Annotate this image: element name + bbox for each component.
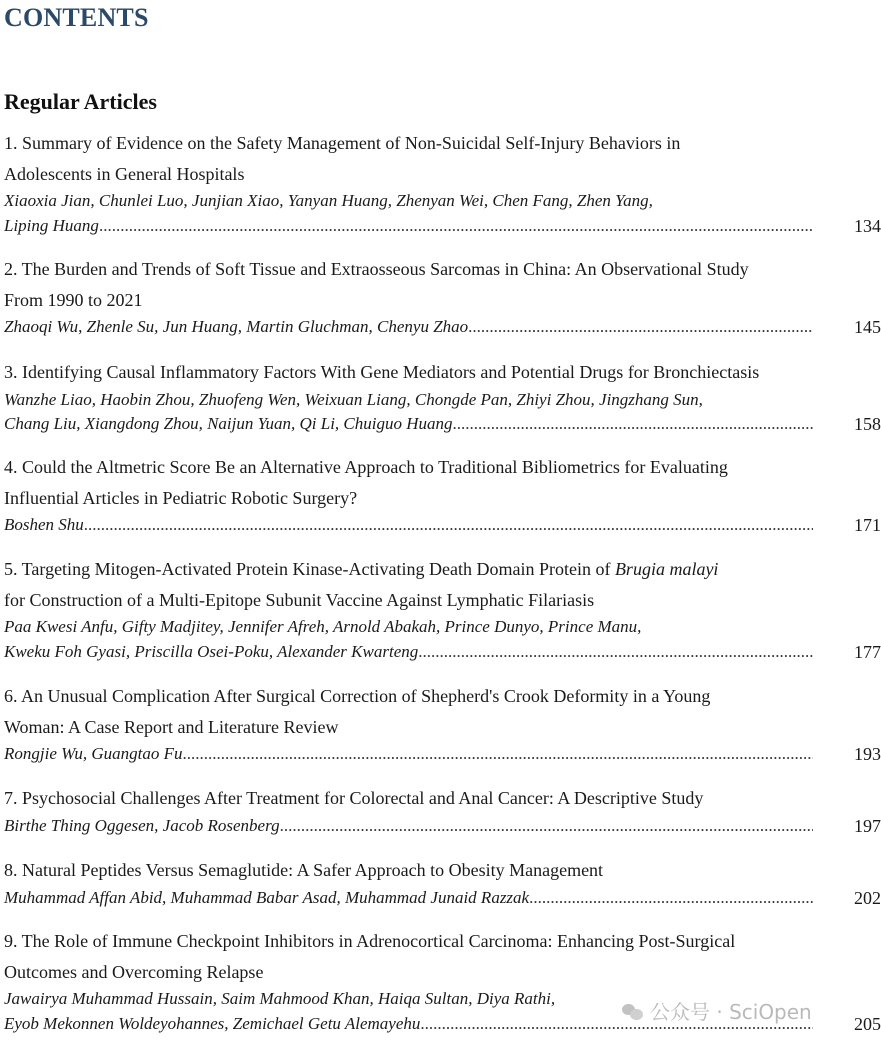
- toc-entry[interactable]: [4, 128, 881, 238]
- entry-authors-last: Kweku Foh Gyasi, Priscilla Osei-Poku, Alexander Kwarteng: [4, 641, 419, 661]
- entry-title[interactable]: 9. The Role of Immune Checkpoint Inhibitors in Adrenocortical Carcinoma: Enhancing Post-Surgical Outcomes and Overcoming Relapse: [4, 931, 736, 982]
- dot-leader: [529, 886, 813, 911]
- entry-title[interactable]: 4. Could the Altmetric Score Be an Alternative Approach to Traditional Bibliometrics for Evaluating Influential Articles in Pediatric Robotic Surgery?: [4, 457, 728, 508]
- dot-leader: [453, 412, 813, 437]
- entry-last-line: [4, 640, 881, 665]
- dot-leader: [84, 513, 813, 538]
- entry-title[interactable]: 7. Psychosocial Challenges After Treatment for Colorectal and Anal Cancer: A Descriptive Study: [4, 788, 704, 808]
- species-name: Brugia malayi: [614, 559, 719, 579]
- dot-leader: [468, 315, 813, 340]
- entry-title[interactable]: 3. Identifying Causal Inflammatory Factors With Gene Mediators and Potential Drugs for Bronchiectasis: [4, 362, 760, 382]
- page-number[interactable]: 193: [854, 744, 881, 764]
- entry-last-line: [4, 742, 881, 767]
- entry-authors-last: Liping Huang: [4, 215, 99, 235]
- entry-last-line: [4, 814, 881, 839]
- page-number[interactable]: 134: [854, 215, 881, 236]
- dot-leader: [418, 640, 813, 665]
- page-number[interactable]: 197: [854, 815, 881, 836]
- entry-authors-last: Zhaoqi Wu, Zhenle Su, Jun Huang, Martin Gluchman, Chenyu Zhao: [4, 317, 469, 336]
- toc-entry[interactable]: [4, 681, 881, 767]
- entry-authors-last: Rongjie Wu, Guangtao Fu: [4, 744, 183, 763]
- entry-authors-last: Eyob Mekonnen Woldeyohannes, Zemichael Getu Alemayehu: [4, 1013, 421, 1033]
- dot-leader: [99, 214, 813, 239]
- entry-title[interactable]: 5. Targeting Mitogen-Activated Protein Kinase-Activating Death Domain Protein of Brugia malayi for Construction of a Multi-Epitope Subunit Vaccine Against Lymphatic Filariasis: [4, 559, 719, 610]
- entry-last-line: [4, 513, 881, 538]
- entry-authors: Wanzhe Liao, Haobin Zhou, Zhuofeng Wen, Weixuan Liang, Chongde Pan, Zhiyi Zhou, Jingzhang Sun,: [4, 389, 703, 409]
- entry-title[interactable]: 2. The Burden and Trends of Soft Tissue and Extraosseous Sarcomas in China: An Observational Study From 1990 to 2021: [4, 259, 749, 310]
- watermark: [622, 996, 812, 1025]
- toc-entry[interactable]: [4, 855, 881, 910]
- entry-title[interactable]: 6. An Unusual Complication After Surgical Correction of Shepherd's Crook Deformity in a Young Woman: A Case Report and Literature Review: [4, 686, 711, 737]
- page-number[interactable]: 177: [854, 641, 881, 662]
- entry-last-line: [4, 886, 881, 911]
- entry-authors-last: Muhammad Affan Abid, Muhammad Babar Asad, Muhammad Junaid Razzak: [4, 887, 530, 907]
- section-heading: Regular Articles: [4, 89, 157, 114]
- entry-authors-last: Boshen Shu: [4, 515, 84, 534]
- toc-entry[interactable]: [4, 357, 881, 437]
- toc-entry[interactable]: [4, 554, 881, 664]
- page-title: CONTENTS: [4, 3, 149, 32]
- watermark-text: 公众号 · SciOpen: [650, 1000, 812, 1024]
- entry-last-line: [4, 315, 881, 340]
- page-number[interactable]: 158: [854, 414, 881, 434]
- page-number[interactable]: 171: [854, 515, 881, 535]
- dot-leader: [280, 814, 813, 839]
- entry-title[interactable]: 1. Summary of Evidence on the Safety Management of Non-Suicidal Self-Injury Behaviors in Adolescents in General Hospitals: [4, 133, 681, 184]
- entry-last-line: [4, 412, 881, 437]
- entry-authors: Xiaoxia Jian, Chunlei Luo, Junjian Xiao, Yanyan Huang, Zhenyan Wei, Chen Fang, Zhen Yang,: [4, 191, 653, 210]
- entry-authors: Paa Kwesi Anfu, Gifty Madjitey, Jennifer Afreh, Arnold Abakah, Prince Dunyo, Prince Manu,: [4, 617, 642, 636]
- entry-last-line: [4, 214, 881, 239]
- toc-entry[interactable]: [4, 783, 881, 838]
- toc-entry[interactable]: [4, 254, 881, 340]
- page-number[interactable]: 205: [854, 1013, 881, 1034]
- wechat-icon: [622, 1002, 644, 1020]
- entry-authors-last: Birthe Thing Oggesen, Jacob Rosenberg: [4, 815, 280, 835]
- page-number[interactable]: 145: [854, 317, 881, 337]
- entry-authors: Jawairya Muhammad Hussain, Saim Mahmood Khan, Haiqa Sultan, Diya Rathi,: [4, 989, 556, 1008]
- entry-title[interactable]: 8. Natural Peptides Versus Semaglutide: A Safer Approach to Obesity Management: [4, 860, 604, 880]
- entry-authors-last: Chang Liu, Xiangdong Zhou, Naijun Yuan, Qi Li, Chuiguo Huang: [4, 414, 453, 433]
- toc-entry[interactable]: [4, 452, 881, 538]
- page-number[interactable]: 202: [854, 887, 881, 908]
- dot-leader: [182, 742, 813, 767]
